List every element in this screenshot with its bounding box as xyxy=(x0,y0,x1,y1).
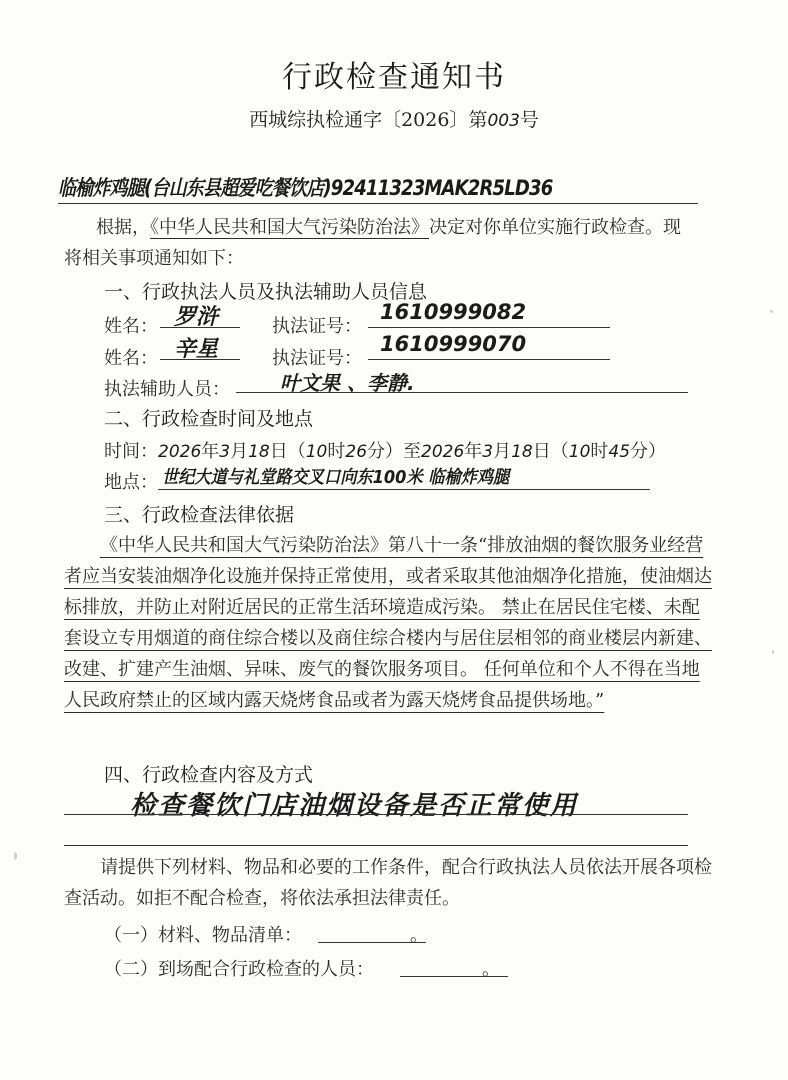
materials-label: （一）材料、物品清单： xyxy=(104,925,302,946)
intro-line1 xyxy=(96,213,681,239)
time-start-month: 3 xyxy=(219,442,231,462)
materials-line xyxy=(318,942,426,943)
time-unit: 时 xyxy=(327,441,346,462)
time-start-year: 2026 xyxy=(158,442,202,462)
officer2-name: 辛星 xyxy=(174,337,219,362)
time-paren: ） xyxy=(648,441,667,462)
officer1-cert: 1610999082 xyxy=(380,300,527,324)
time-paren: （ xyxy=(287,441,306,462)
personnel-line xyxy=(400,976,508,977)
materials-end: 。 xyxy=(410,925,428,946)
materials-item xyxy=(104,921,428,947)
officer2-name-line xyxy=(160,359,240,360)
section2-heading: 二、行政检查时间及地点 xyxy=(104,408,314,430)
doc-number-prefix: 西城综执检通字〔2026〕第 xyxy=(249,109,488,131)
time-unit: 年 xyxy=(464,441,483,462)
time-unit: 分 xyxy=(630,441,649,462)
doc-number-suffix: 号 xyxy=(519,109,539,131)
time-to: 至 xyxy=(403,441,422,462)
time-start-hour: 10 xyxy=(305,442,328,462)
time-unit: 时 xyxy=(590,441,609,462)
officer2-name-label: 姓名： xyxy=(104,348,158,369)
recipient-underline xyxy=(58,203,698,204)
intro-line2: 将相关事项通知如下： xyxy=(64,248,244,269)
officer1-name-line xyxy=(160,327,240,328)
location-line xyxy=(158,489,650,490)
section4-heading: 四、行政检查内容及方式 xyxy=(104,764,314,786)
time-paren: （ xyxy=(550,441,569,462)
content-line2 xyxy=(64,845,688,846)
officer2-cert-line xyxy=(368,359,610,360)
time-unit: 年 xyxy=(201,441,220,462)
intro-lead: 根据， xyxy=(96,217,150,238)
time-start-day: 18 xyxy=(248,442,270,462)
scan-speck xyxy=(14,852,17,860)
section3-heading: 三、行政检查法律依据 xyxy=(104,504,295,526)
officer2-cert-label: 执法证号： xyxy=(272,348,362,369)
recipient-name: 临榆炸鸡腿(台山东县超爱吃餐饮店)92411323MAK2R5LD36 xyxy=(58,176,553,200)
time-end-day: 18 xyxy=(511,442,533,462)
location-label: 地点： xyxy=(104,472,158,493)
scan-speck xyxy=(770,310,773,313)
time-unit: 日 xyxy=(269,441,288,462)
section1-heading: 一、行政执法人员及执法辅助人员信息 xyxy=(104,281,428,303)
document-number xyxy=(0,105,788,132)
officer1-cert-line xyxy=(368,327,610,328)
content-line1 xyxy=(64,814,688,815)
assistant-line xyxy=(236,392,688,393)
personnel-item xyxy=(104,955,500,981)
intro-tail: 决定对你单位实施行政检查。现 xyxy=(429,217,681,238)
location-value: 世纪大道与礼堂路交叉口向东100米 临榆炸鸡腿 xyxy=(162,467,510,488)
intro-law: 《中华人民共和国大气污染防治法》 xyxy=(150,217,429,238)
officer1-name: 罗浒 xyxy=(174,305,219,330)
personnel-end: 。 xyxy=(482,959,500,980)
document-title: 行政检查通知书 xyxy=(282,60,506,95)
personnel-label: （二）到场配合行政检查的人员： xyxy=(104,959,374,980)
officer1-name-label: 姓名： xyxy=(104,316,158,337)
assistant-names: 叶文果 、李静. xyxy=(280,371,415,395)
inspection-content: 检查餐饮门店油烟设备是否正常使用 xyxy=(130,791,579,821)
time-paren: ） xyxy=(385,441,404,462)
time-unit: 月 xyxy=(493,441,512,462)
time-start-min: 26 xyxy=(345,442,368,462)
scan-speck xyxy=(772,650,774,654)
time-unit: 日 xyxy=(532,441,551,462)
officer1-cert-label: 执法证号： xyxy=(272,316,362,337)
officer2-cert: 1610999070 xyxy=(380,332,527,356)
legal-basis-text: 《中华人民共和国大气污染防治法》第八十一条“排放油烟的餐饮服务业经营者应当安装油烟净化设施并保持正常使用，或者采取其他油烟净化措施，使油烟达标排放，并防止对附近居民的正常生活环境造成污染。 禁止在居民住宅楼、未配套设立专用烟道的商住综合楼以及商住综合楼内与居住层相邻的商业楼层内新建、改建、扩建产生油烟、异味、废气的餐饮服务项目。 任何单位和个人不得在当地人民政府禁止的区域内露天烧烤食品或者为露天烧烤食品提供场地。” xyxy=(64,535,712,711)
time-end-month: 3 xyxy=(482,442,494,462)
time-end-min: 45 xyxy=(608,442,631,462)
doc-number-value: 003 xyxy=(487,111,520,131)
time-end-hour: 10 xyxy=(568,442,591,462)
inspection-time xyxy=(104,437,666,463)
time-label: 时间： xyxy=(104,441,158,462)
time-unit: 月 xyxy=(230,441,249,462)
closing-text: 请提供下列材料、物品和必要的工作条件，配合行政执法人员依法开展各项检查活动。如拒不配合检查，将依法承担法律责任。 xyxy=(64,857,712,909)
assistant-label: 执法辅助人员： xyxy=(104,379,230,400)
time-unit: 分 xyxy=(367,441,386,462)
time-end-year: 2026 xyxy=(421,442,465,462)
